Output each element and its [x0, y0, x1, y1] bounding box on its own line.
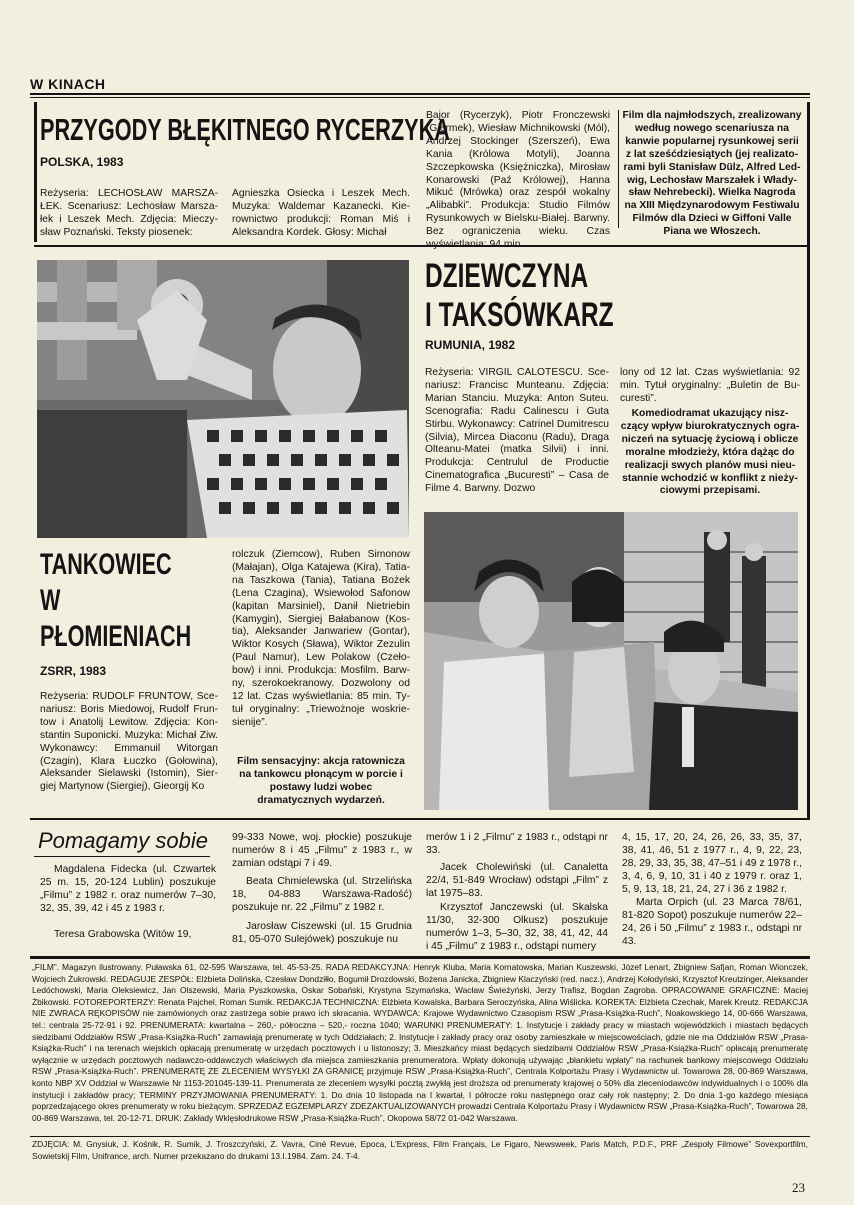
pomagamy-rule [34, 856, 210, 857]
pomagamy-ad-8: Krzysztof Janczewski (ul. Skalska 11/30, 32-300 Olkusz) poszukuje numerów 1–3, 5–30, 32, 38, 41, 42, 44 i 45 „Filmu” z 1983 r., odstąpi numery [426, 902, 608, 952]
movie1-title: PRZYGODY BŁĘKITNEGO RYCERZYKA [40, 112, 450, 147]
movie1-credits-3: Bajor (Rycerzyk), Piotr Fronczewski (Giermek), Wiesław Michnikowski (Mól), Andrzej Stockinger (Szerszeń), Ewa Kania (Królowa Motyli), Joanna Szczepkowska (Księżniczka), Mirosław Konarowski (Paź Królowej), Hanna Mikuć (Mrówka) oraz zespół wokalny „Alibabki”. Produkcja: Studio Filmów Rysunkowych w Bielsku-Białej. Barwny. Bez ograniczenia wieku. Czas wyświetlania: 94 min. [426, 110, 610, 251]
frame-mid-rule [34, 245, 810, 247]
pomagamy-ad-1: Magdalena Fidecka (ul. Czwartek 25 m. 15, 20-124 Lublin) poszukuje „Filmu” z 1982 r. oraz numerów 7–30, 32, 35, 39, 42 i 45 z 1983 r. [40, 864, 216, 914]
header-rule [30, 93, 810, 95]
pomagamy-ad-9: 4, 15, 17, 20, 24, 26, 26, 33, 35, 37, 38, 41, 46, 51 z 1977 r., 4, 9, 22, 23, 28, 29, 33, 35, 38, 47–51 i 49 z 1978 r., 3, 4, 6, 9, 10, 31 i 40 z 1979 r. oraz 1, 5, 9, 13, 18, 21, 24, 27 i 36 z 1982 r. [622, 832, 802, 895]
movie3-credits-2: rolczuk (Ziemcow), Ruben Simonow (Małajan), Olga Katajewa (Kira), Tatiana Taszkowa (Tania), Tatiana Bożek (Lena Czagina), Wsiewołod Safonow (kapitan Marsiniel), Danił Nietriebin (Kamygin), Siergiej Bałabanow (Kostia), Aleksander Janwariew (Gontar), Wiktor Kosych (Sława), Wiktor Zezulin (Paul Namur), Lew Polakow (Czełobow) i inni. Produkcja: Mosfilm. Barwny, szerokoekranowy. Dozwolony od 12 lat. Czas wyświetlania: 85 min. Tytuł oryginalny: „Triewożnoje woskriesienije”. [232, 549, 410, 728]
photo-credits: ZDJĘCIA: M. Gnysiuk, J. Kośnik, R. Sumik, J. Troszczyński, Z. Vavra, Ciné Revue, Epoca, L'Express, Film Français, Le Figaro, Newsweek, Paris Match, P.D.F., PRF „Zespoły Filmowe” Sovexportfilm, Sowietskij Film, Unifrance, arch. Numer przekazano do drukarni 13.I.1984. Zam. 24. T-4. [32, 1139, 808, 1161]
section-title: W KINACH [30, 76, 106, 92]
movie1-credits-1: Reżyseria: LECHOSŁAW MARSZAŁEK. Scenariusz: Lechosław Marszałek i Leszek Mech. Zdjęcia: Mieczysław Poznański. Teksty piosenek: [40, 188, 218, 238]
movie3-credits: Reżyseria: RUDOLF FRUNTOW, Scenariusz: Boris Miedowoj, Rudolf Fruntow i Anatolij Lewitow. Zdjęcia: Konstantin Suponicki. Muzyka: Michał Ziw. Wykonawcy: Emmanuil Witorgan (Czagin), Klara Łuczko (Gołowina), Aleksander Sielawski (Istomin), Siergiej Martynow (Siergiej), Gieorgij Ko [40, 691, 218, 793]
pomagamy-ad-6: merów 1 i 2 „Filmu” z 1983 r., odstąpi nr 33. [426, 832, 608, 856]
imprint-rule [30, 956, 810, 959]
photo-tankowiec [37, 260, 409, 538]
pomagamy-ad-7: Jacek Cholewiński (ul. Canaletta 22/4, 51-849 Wrocław) odstąpi „Film” z lat 1975–83. [426, 862, 608, 899]
frame-left-top [34, 102, 37, 242]
movie2-title-line2: I TAKSÓWKARZ [425, 296, 614, 334]
pomagamy-ad-3: 99-333 Nowe, woj. płockie) poszukuje numerów 8 i 45 „Filmu” z 1983 r., w zamian odstąpi 7 i 49. [232, 832, 412, 869]
imprint-text: „FILM”. Magazyn ilustrowany. Puławska 61, 02-595 Warszawa, tel. 45-53-25. RADA REDAKCYJNA: Henryk Kluba, Maria Kornatowska, Marian Kuszewski, Józef Lenart, Zbigniew Safjan, Roman Wionczek, Wojciech Żukrowski. REDAGUJE ZESPÓŁ: Elżbieta Dolińska, Czesław Dondziłło, Bogumił Drozdowski, Bożena Janicka, Zbigniew Klaczyński (red. nacz.), Andrzej Kołodyński, Krzysztof Kreutzinger, Aleksander Ledóchowski, Maria Oleksiewicz, Jan Olszewski, Maria Pyszkowska, Oskar Sobański, Krystyna Szymańska, Wacław Świeżyński, Jerzy Trafisz, Bogdan Zagroba. OPRACOWANIE GRAFICZNE: Maciej Żbikowski. FOTOREPORTERZY: Renata Pajchel, Roman Sumik. REDAKCJA TECHNICZNA: Elżbieta Kowalska, Barbara Seroczyńska, Alina Wiślicka. KOREKTA: Elżbieta Czechak, Marek Kreutz. REDAKCJA NIE ZWRACA RĘKOPISÓW nie zamówionych oraz zastrzega sobie prawo ich skracania. WYDAWCA: Krajowe Wydawnictwo Czasopism RSW „Prasa-Książka-Ruch”, Noakowskiego 14, 00-666 Warszawa, tel.: centrala 25-72-91 i 92. PRENUMERATA: kwartalna – 260,- półroczna – 520,- roczna 1040; WARUNKI PRENUMERATY: 1. Instytucje i zakłady pracy w miastach wojewódzkich i miastach będących siedzibami Oddziałów RSW „Prasa-Książka-Ruch” zamawiają prenumeratę w tych Oddziałach; 2. Instytucje i zakłady pracy oraz osoby zamieszkałe w miejscowościach, gdzie nie ma Oddziałów RSW „Prasa-Książka-Ruch” i na terenach wiejskich opłacają prenumeratę w urzędach pocztowych i u listonoszy; 3. Mieszkańcy miast będących siedzibami Oddziałów RSW „Prasa-Książka-Ruch” opłacają prenumeratę wyłącznie w urzędach pocztowych nadawczo-oddawczych właściwych dla miejsca zamieszkania prenumeratora. Wpłaty dokonują używając „blankietu wpłaty” na rachunek bankowy miejscowego Oddziału RSW „Prasa-Książka-Ruch”. PRENUMERATĘ ZE ZLECENIEM WYSYŁKI ZA GRANICĘ przyjmuje RSW „Prasa-Książka-Ruch”, Centrala Kolportażu Prasy i Wydawnictw ul. Towarowa 28, 00-869 Warszawa, konto NBP XV Oddział w Warszawie Nr 1153-201045-139-11. Prenumerata ze zleceniem wysyłki pocztą zwykłą jest droższa od prenumeraty krajowej o 50% dla zleceniodawców indywidualnych i o 100% dla instytucji i zakładów pracy; TERMINY PRZYJMOWANIA PRENUMERATY: 1. Do dnia 10 listopada na I kwartał, I półrocze roku następnego oraz cały rok następny; 2. Do dnia 1-go każdego miesiąca poprzedzającego okres prenumeraty w roku bieżącym. SPRZEDAŻ EGZEMPLARZY ZDEZAKTUALIZOWANYCH prowadzi Centrala Kolportażu Prasy i Wydawnictw RSW „Prasa-Książka-Ruch”, Towarowa 28, 00-869 Warszawa, tel. 20-12-71. DRUK: Zakłady Wklęsłodrukowe RSW „Prasa-Książka-Ruch”, Okopowa 58/72 01-042 Warszawa. [32, 962, 808, 1123]
frame-bottom-rule [30, 818, 810, 820]
pomagamy-title: Pomagamy sobie [38, 828, 208, 853]
pomagamy-ad-4: Beata Chmielewska (ul. Strzelińska 18, 04-883 Warszawa-Radość) poszukuje nr. 22 „Filmu” z 1982 r. [232, 876, 412, 913]
movie2-country: RUMUNIA, 1982 [425, 338, 516, 352]
movie3-title-line3: PŁOMIENIACH [40, 620, 192, 653]
movie3-description: Film sensacyjny: akcja ratownicza na tankowcu płonącym w porcie i postawy ludzi wobec dramatycznych wydarzeń. [237, 756, 405, 806]
header-rule-thin [30, 97, 810, 98]
col-divider [618, 110, 619, 228]
movie1-credits-2: Agnieszka Osiecka i Leszek Mech. Muzyka: Waldemar Kazanecki. Kierownictwo produkcji: Roman Miś i Aleksandra Kordek. Głosy: Michał [232, 188, 410, 238]
movie2-credits-2: lony od 12 lat. Czas wyświetlania: 92 min. Tytuł oryginalny: „Buletin de Bucuresti”. [620, 367, 800, 404]
movie3-title-line1: TANKOWIEC [40, 548, 172, 581]
frame-right [807, 102, 810, 820]
movie1-country: POLSKA, 1983 [40, 155, 124, 169]
page-number: 23 [792, 1180, 805, 1195]
movie3-country: ZSRR, 1983 [40, 664, 107, 678]
movie3-title-line2: W [40, 584, 61, 617]
movie2-credits: Reżyseria: VIRGIL CALOTESCU. Scenariusz: Francisc Munteanu. Zdjęcia: Marian Stanciu. Muzyka: Anton Suteu. Scenografia: Radu Calinescu i Guta Stirbu. Wykonawcy: Catrinel Dumitrescu (Silvia), Mircea Diaconu (Radu), Draga Olteanu-Matei (matka Silvii) i inni. Produkcja: Centrulul de Productie Cinematografica „Bucuresti” – Casa de Filme 4. Barwny. Dozwo [425, 367, 609, 495]
pomagamy-ad-10: Marta Orpich (ul. 23 Marca 78/61, 81-820 Sopot) poszukuje numerów 22–24, 26 i 50 „Filmu” z 1983 r., odstąpi nr 43. [622, 897, 802, 947]
credits-rule [30, 1136, 810, 1137]
pomagamy-ad-5: Jarosław Ciszewski (ul. 15 Grudnia 81, 05-070 Sulejówek) poszukuje nu [232, 921, 412, 945]
movie1-description: Film dla najmłodszych, zrealizowany według nowego scenariusza na kanwie popularnej rysunkowej serii z lat sześćdziesiątych (jej realizatorami byli Stanisław Dülz, Alfred Ledwig, Lechosław Marszałek i Władysław Nehrebecki). Wielka Nagroda na XIII Międzynarodowym Festiwalu Filmów dla Dzieci w Giffoni Valle Piana we Włoszech. [622, 110, 802, 238]
pomagamy-ad-2: Teresa Grabowska (Witów 19, [54, 929, 192, 940]
photo-dziewczyna [424, 512, 798, 810]
movie2-description: Komediodramat ukazujący niszczący wpływ biurokratycznych ograniczeń na sytuację życiową i oblicze moralne młodzieży, która dążąc do realizacji swych planów musi nieustannie wchodzić w konflikt z nieżyciowymi przepisami. [620, 408, 800, 497]
movie2-title-line1: DZIEWCZYNA [425, 257, 589, 295]
